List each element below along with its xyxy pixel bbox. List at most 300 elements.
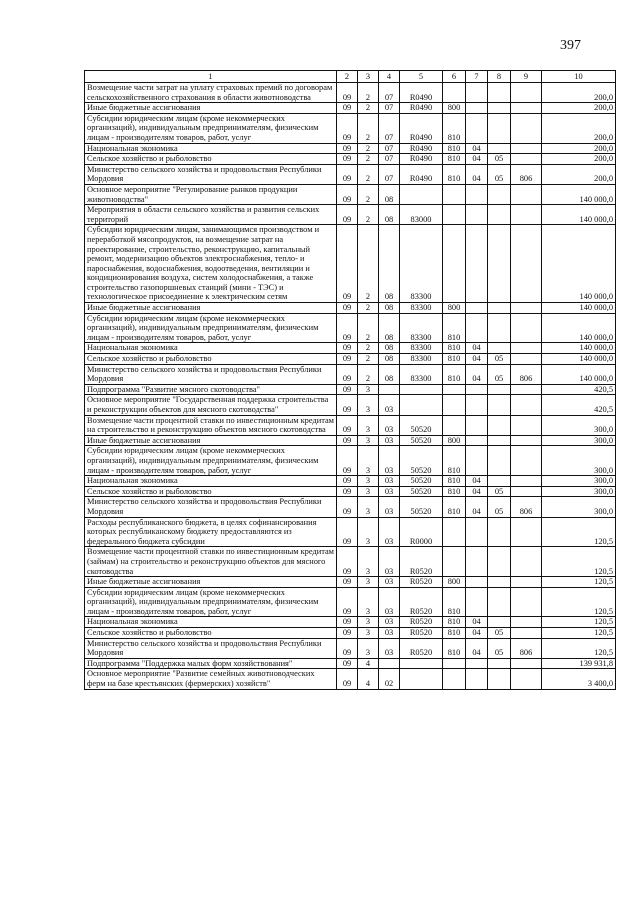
subprogram-code-cell: 4 [358,658,379,669]
description-cell: Национальная экономика [85,143,337,154]
amount-cell: 200,0 [542,143,616,154]
ministry-code-cell [511,577,542,588]
subprogram-code-cell: 2 [358,343,379,354]
section-code-cell: 09 [337,617,358,628]
subprogram-code-cell: 3 [358,628,379,639]
direction-code-cell: R0520 [400,638,443,658]
ministry-code-cell [511,486,542,497]
direction-code-cell: 83300 [400,343,443,354]
direction-code-cell: R0490 [400,143,443,154]
amount-cell: 300,0 [542,476,616,487]
expense-type-cell: 810 [443,164,466,184]
table-row [85,384,616,395]
amount-cell: 140 000,0 [542,205,616,225]
activity-code-cell: 08 [379,205,400,225]
expense-type-cell [443,184,466,204]
division-cell [466,446,488,476]
division-cell [466,184,488,204]
table-row [85,354,616,365]
description-cell: Субсидии юридическим лицам (кроме некоммерческих организаций), индивидуальным предпринимателям, физическим лицам - производителям товаров, работ, услуг [85,446,337,476]
amount-cell: 140 000,0 [542,364,616,384]
expense-type-cell [443,225,466,303]
table-row [85,343,616,354]
direction-code-cell: R0490 [400,83,443,103]
description-cell: Субсидии юридическим лицам (кроме некоммерческих организаций), индивидуальным предпринимателям, физическим лицам - производителям товаров, работ, услуг [85,113,337,143]
expense-type-cell: 810 [443,143,466,154]
subprogram-code-cell: 3 [358,486,379,497]
subprogram-code-cell: 2 [358,303,379,314]
description-cell: Субсидии юридическим лицам (кроме некоммерческих организаций), индивидуальным предпринимателям, физическим лицам - производителям товаров, работ, услуг [85,313,337,343]
activity-code-cell [379,384,400,395]
expense-type-cell: 810 [443,364,466,384]
amount-cell: 200,0 [542,164,616,184]
description-cell: Основное мероприятие "Регулирование рынков продукции животноводства" [85,184,337,204]
subprogram-code-cell: 3 [358,638,379,658]
description-cell: Национальная экономика [85,343,337,354]
subdivision-cell [488,517,511,547]
description-cell: Подпрограмма "Поддержка малых форм хозяйствования" [85,658,337,669]
section-code-cell: 09 [337,547,358,577]
activity-code-cell: 07 [379,83,400,103]
subprogram-code-cell: 2 [358,103,379,114]
description-cell: Мероприятия в области сельского хозяйства и развития сельских территорий [85,205,337,225]
page-number: 397 [560,38,581,53]
section-code-cell: 09 [337,103,358,114]
direction-code-cell: 83300 [400,303,443,314]
expense-type-cell: 810 [443,354,466,365]
division-cell: 04 [466,154,488,165]
amount-cell: 300,0 [542,415,616,435]
section-code-cell: 09 [337,446,358,476]
table-row [85,617,616,628]
col-header-4: 4 [379,71,400,83]
subdivision-cell [488,113,511,143]
section-code-cell: 09 [337,497,358,517]
table-row [85,164,616,184]
subdivision-cell: 05 [488,354,511,365]
direction-code-cell [400,384,443,395]
subprogram-code-cell: 3 [358,395,379,415]
activity-code-cell: 07 [379,113,400,143]
section-code-cell: 09 [337,638,358,658]
section-code-cell: 09 [337,486,358,497]
ministry-code-cell [511,143,542,154]
description-cell: Основное мероприятие "Государственная поддержка строительства и реконструкции объектов для мясного скотоводства" [85,395,337,415]
subprogram-code-cell: 2 [358,364,379,384]
col-header-3: 3 [358,71,379,83]
section-code-cell: 09 [337,113,358,143]
description-cell: Национальная экономика [85,617,337,628]
division-cell: 04 [466,617,488,628]
description-cell: Иные бюджетные ассигнования [85,103,337,114]
description-cell: Возмещение части затрат на уплату страховых премий по договорам сельскохозяйственного страхования в области животноводства [85,83,337,103]
activity-code-cell: 08 [379,354,400,365]
subdivision-cell [488,476,511,487]
direction-code-cell: 83000 [400,205,443,225]
subprogram-code-cell: 2 [358,164,379,184]
table-row [85,364,616,384]
activity-code-cell: 02 [379,669,400,689]
activity-code-cell: 03 [379,577,400,588]
description-cell: Подпрограмма "Развитие мясного скотоводства" [85,384,337,395]
description-cell: Министерство сельского хозяйства и продовольствия Республики Мордовия [85,164,337,184]
section-code-cell: 09 [337,658,358,669]
section-code-cell: 09 [337,205,358,225]
section-code-cell: 09 [337,435,358,446]
table-row [85,547,616,577]
table-row [85,225,616,303]
activity-code-cell: 03 [379,617,400,628]
subprogram-code-cell: 3 [358,577,379,588]
section-code-cell: 09 [337,225,358,303]
description-cell: Национальная экономика [85,476,337,487]
direction-code-cell: 50520 [400,435,443,446]
description-cell: Министерство сельского хозяйства и продовольствия Республики Мордовия [85,364,337,384]
subdivision-cell [488,547,511,577]
activity-code-cell: 03 [379,628,400,639]
direction-code-cell: 50520 [400,415,443,435]
division-cell: 04 [466,486,488,497]
subdivision-cell: 05 [488,638,511,658]
table-row [85,587,616,617]
ministry-code-cell [511,303,542,314]
expense-type-cell [443,415,466,435]
expense-type-cell [443,658,466,669]
table-row [85,83,616,103]
ministry-code-cell: 806 [511,164,542,184]
activity-code-cell: 08 [379,313,400,343]
table-row [85,669,616,689]
budget-table [84,70,616,690]
amount-cell: 300,0 [542,497,616,517]
description-cell: Субсидии юридическим лицам, занимающимся производством и переработкой мясопродуктов, на возмещение затрат на проектирование, строительство, реконструкцию, капитальный ремонт, модернизацию объектов электроснабжения, тепло- и пароснабжения, водоснабжения, водоотведения, вентиляции и кондиционирования воздуха, систем холодоснабжения, а также строительство газопоршневых станций (мини - ТЭС) и технологическое присоединение к электрическим сетям [85,225,337,303]
division-cell [466,103,488,114]
subprogram-code-cell: 2 [358,113,379,143]
expense-type-cell [443,517,466,547]
col-header-10: 10 [542,71,616,83]
ministry-code-cell [511,547,542,577]
amount-cell: 200,0 [542,113,616,143]
activity-code-cell: 08 [379,343,400,354]
ministry-code-cell [511,354,542,365]
expense-type-cell [443,384,466,395]
division-cell: 04 [466,364,488,384]
direction-code-cell: 83300 [400,354,443,365]
section-code-cell: 09 [337,476,358,487]
activity-code-cell [379,658,400,669]
amount-cell: 140 000,0 [542,313,616,343]
amount-cell: 139 931,8 [542,658,616,669]
expense-type-cell: 810 [443,628,466,639]
activity-code-cell: 03 [379,638,400,658]
col-header-5: 5 [400,71,443,83]
table-row [85,395,616,415]
section-code-cell: 09 [337,143,358,154]
ministry-code-cell [511,669,542,689]
table-row [85,446,616,476]
table-row [85,517,616,547]
subprogram-code-cell: 2 [358,83,379,103]
amount-cell: 120,5 [542,628,616,639]
subprogram-code-cell: 3 [358,415,379,435]
amount-cell: 200,0 [542,154,616,165]
table-row [85,638,616,658]
subdivision-cell [488,103,511,114]
section-code-cell: 09 [337,154,358,165]
activity-code-cell: 03 [379,476,400,487]
table-row [85,313,616,343]
subdivision-cell [488,669,511,689]
subprogram-code-cell: 3 [358,517,379,547]
ministry-code-cell [511,587,542,617]
description-cell: Сельское хозяйство и рыболовство [85,628,337,639]
section-code-cell: 09 [337,354,358,365]
amount-cell: 420,5 [542,384,616,395]
ministry-code-cell [511,446,542,476]
description-cell: Возмещение части процентной ставки по инвестиционным кредитам (займам) на строительство и реконструкцию объектов для мясного скотоводства [85,547,337,577]
ministry-code-cell [511,113,542,143]
subdivision-cell [488,343,511,354]
subdivision-cell [488,446,511,476]
expense-type-cell: 810 [443,617,466,628]
direction-code-cell: R0490 [400,154,443,165]
section-code-cell: 09 [337,517,358,547]
subdivision-cell [488,577,511,588]
ministry-code-cell: 806 [511,364,542,384]
section-code-cell: 09 [337,313,358,343]
expense-type-cell [443,205,466,225]
subdivision-cell [488,617,511,628]
direction-code-cell: R0490 [400,103,443,114]
col-header-7: 7 [466,71,488,83]
ministry-code-cell: 806 [511,638,542,658]
ministry-code-cell [511,83,542,103]
col-header-9: 9 [511,71,542,83]
amount-cell: 200,0 [542,103,616,114]
amount-cell: 120,5 [542,577,616,588]
subprogram-code-cell: 3 [358,587,379,617]
table-row [85,628,616,639]
subprogram-code-cell: 2 [358,354,379,365]
expense-type-cell: 810 [443,313,466,343]
direction-code-cell: R0520 [400,547,443,577]
table-row [85,658,616,669]
ministry-code-cell [511,415,542,435]
subprogram-code-cell: 2 [358,143,379,154]
section-code-cell: 09 [337,669,358,689]
subdivision-cell [488,435,511,446]
direction-code-cell [400,658,443,669]
amount-cell: 140 000,0 [542,354,616,365]
subdivision-cell [488,658,511,669]
description-cell: Основное мероприятие "Развитие семейных животноводческих ферм на базе крестьянских (фермерских) хозяйств" [85,669,337,689]
expense-type-cell: 800 [443,103,466,114]
division-cell [466,547,488,577]
table-row [85,486,616,497]
amount-cell: 300,0 [542,435,616,446]
division-cell [466,658,488,669]
expense-type-cell: 800 [443,435,466,446]
expense-type-cell: 810 [443,343,466,354]
amount-cell: 3 400,0 [542,669,616,689]
direction-code-cell: 83300 [400,225,443,303]
subdivision-cell [488,587,511,617]
activity-code-cell: 03 [379,446,400,476]
subdivision-cell: 05 [488,497,511,517]
table-row [85,103,616,114]
table-row [85,154,616,165]
expense-type-cell: 810 [443,446,466,476]
subprogram-code-cell: 3 [358,617,379,628]
subprogram-code-cell: 3 [358,384,379,395]
amount-cell: 120,5 [542,617,616,628]
description-cell: Субсидии юридическим лицам (кроме некоммерческих организаций), индивидуальным предпринимателям, физическим лицам - производителям товаров, работ, услуг [85,587,337,617]
expense-type-cell: 810 [443,638,466,658]
amount-cell: 200,0 [542,83,616,103]
division-cell: 04 [466,343,488,354]
expense-type-cell: 810 [443,154,466,165]
subdivision-cell: 05 [488,164,511,184]
table-row [85,205,616,225]
section-code-cell: 09 [337,343,358,354]
division-cell: 04 [466,497,488,517]
division-cell: 04 [466,476,488,487]
expense-type-cell [443,669,466,689]
subdivision-cell [488,303,511,314]
subdivision-cell: 05 [488,486,511,497]
expense-type-cell: 810 [443,587,466,617]
subprogram-code-cell: 2 [358,313,379,343]
activity-code-cell: 08 [379,225,400,303]
table-row [85,143,616,154]
amount-cell: 140 000,0 [542,225,616,303]
expense-type-cell: 800 [443,303,466,314]
expense-type-cell: 800 [443,577,466,588]
amount-cell: 300,0 [542,446,616,476]
expense-type-cell [443,83,466,103]
description-cell: Иные бюджетные ассигнования [85,577,337,588]
ministry-code-cell [511,517,542,547]
ministry-code-cell [511,225,542,303]
table-row [85,415,616,435]
section-code-cell: 09 [337,577,358,588]
subprogram-code-cell: 2 [358,154,379,165]
subdivision-cell [488,225,511,303]
direction-code-cell [400,395,443,415]
activity-code-cell: 03 [379,395,400,415]
table-row [85,184,616,204]
ministry-code-cell [511,395,542,415]
division-cell: 04 [466,354,488,365]
subprogram-code-cell: 3 [358,446,379,476]
activity-code-cell: 07 [379,143,400,154]
expense-type-cell: 810 [443,476,466,487]
amount-cell: 120,5 [542,587,616,617]
subprogram-code-cell: 2 [358,184,379,204]
description-cell: Министерство сельского хозяйства и продовольствия Республики Мордовия [85,638,337,658]
amount-cell: 120,5 [542,638,616,658]
expense-type-cell [443,395,466,415]
table-row [85,435,616,446]
amount-cell: 420,5 [542,395,616,415]
expense-type-cell: 810 [443,497,466,517]
ministry-code-cell [511,184,542,204]
division-cell [466,83,488,103]
subprogram-code-cell: 2 [358,225,379,303]
division-cell: 04 [466,164,488,184]
expense-type-cell: 810 [443,486,466,497]
description-cell: Возмещение части процентной ставки по инвестиционным кредитам на строительство и реконструкцию объектов мясного скотоводства [85,415,337,435]
table-row [85,476,616,487]
direction-code-cell: 83300 [400,364,443,384]
ministry-code-cell [511,617,542,628]
activity-code-cell: 03 [379,415,400,435]
direction-code-cell: R0520 [400,617,443,628]
division-cell [466,517,488,547]
section-code-cell: 09 [337,384,358,395]
division-cell [466,587,488,617]
description-cell: Сельское хозяйство и рыболовство [85,354,337,365]
division-cell [466,415,488,435]
division-cell [466,225,488,303]
ministry-code-cell [511,343,542,354]
subdivision-cell [488,184,511,204]
subprogram-code-cell: 3 [358,497,379,517]
activity-code-cell: 07 [379,154,400,165]
table-row [85,113,616,143]
section-code-cell: 09 [337,628,358,639]
direction-code-cell: R0490 [400,164,443,184]
ministry-code-cell [511,658,542,669]
expense-type-cell [443,547,466,577]
description-cell: Расходы республиканского бюджета, в целях софинансирования которых республиканскому бюджету предоставляются из федерального бюджета субсидии [85,517,337,547]
col-header-1: 1 [85,71,337,83]
subprogram-code-cell: 3 [358,476,379,487]
description-cell: Иные бюджетные ассигнования [85,435,337,446]
description-cell: Иные бюджетные ассигнования [85,303,337,314]
activity-code-cell: 07 [379,164,400,184]
subprogram-code-cell: 3 [358,547,379,577]
section-code-cell: 09 [337,415,358,435]
direction-code-cell: R0520 [400,628,443,639]
amount-cell: 140 000,0 [542,343,616,354]
ministry-code-cell [511,476,542,487]
direction-code-cell: 50520 [400,497,443,517]
table-row [85,303,616,314]
description-cell: Сельское хозяйство и рыболовство [85,486,337,497]
direction-code-cell: R0520 [400,577,443,588]
table-row [85,497,616,517]
division-cell [466,384,488,395]
table-row [85,577,616,588]
subdivision-cell [488,313,511,343]
subdivision-cell: 05 [488,628,511,639]
division-cell [466,205,488,225]
direction-code-cell: R0000 [400,517,443,547]
amount-cell: 120,5 [542,517,616,547]
division-cell [466,435,488,446]
division-cell: 04 [466,638,488,658]
section-code-cell: 09 [337,184,358,204]
subdivision-cell [488,83,511,103]
activity-code-cell: 07 [379,103,400,114]
division-cell [466,577,488,588]
amount-cell: 140 000,0 [542,184,616,204]
division-cell [466,313,488,343]
direction-code-cell: 50520 [400,446,443,476]
activity-code-cell: 03 [379,486,400,497]
direction-code-cell: R0490 [400,113,443,143]
